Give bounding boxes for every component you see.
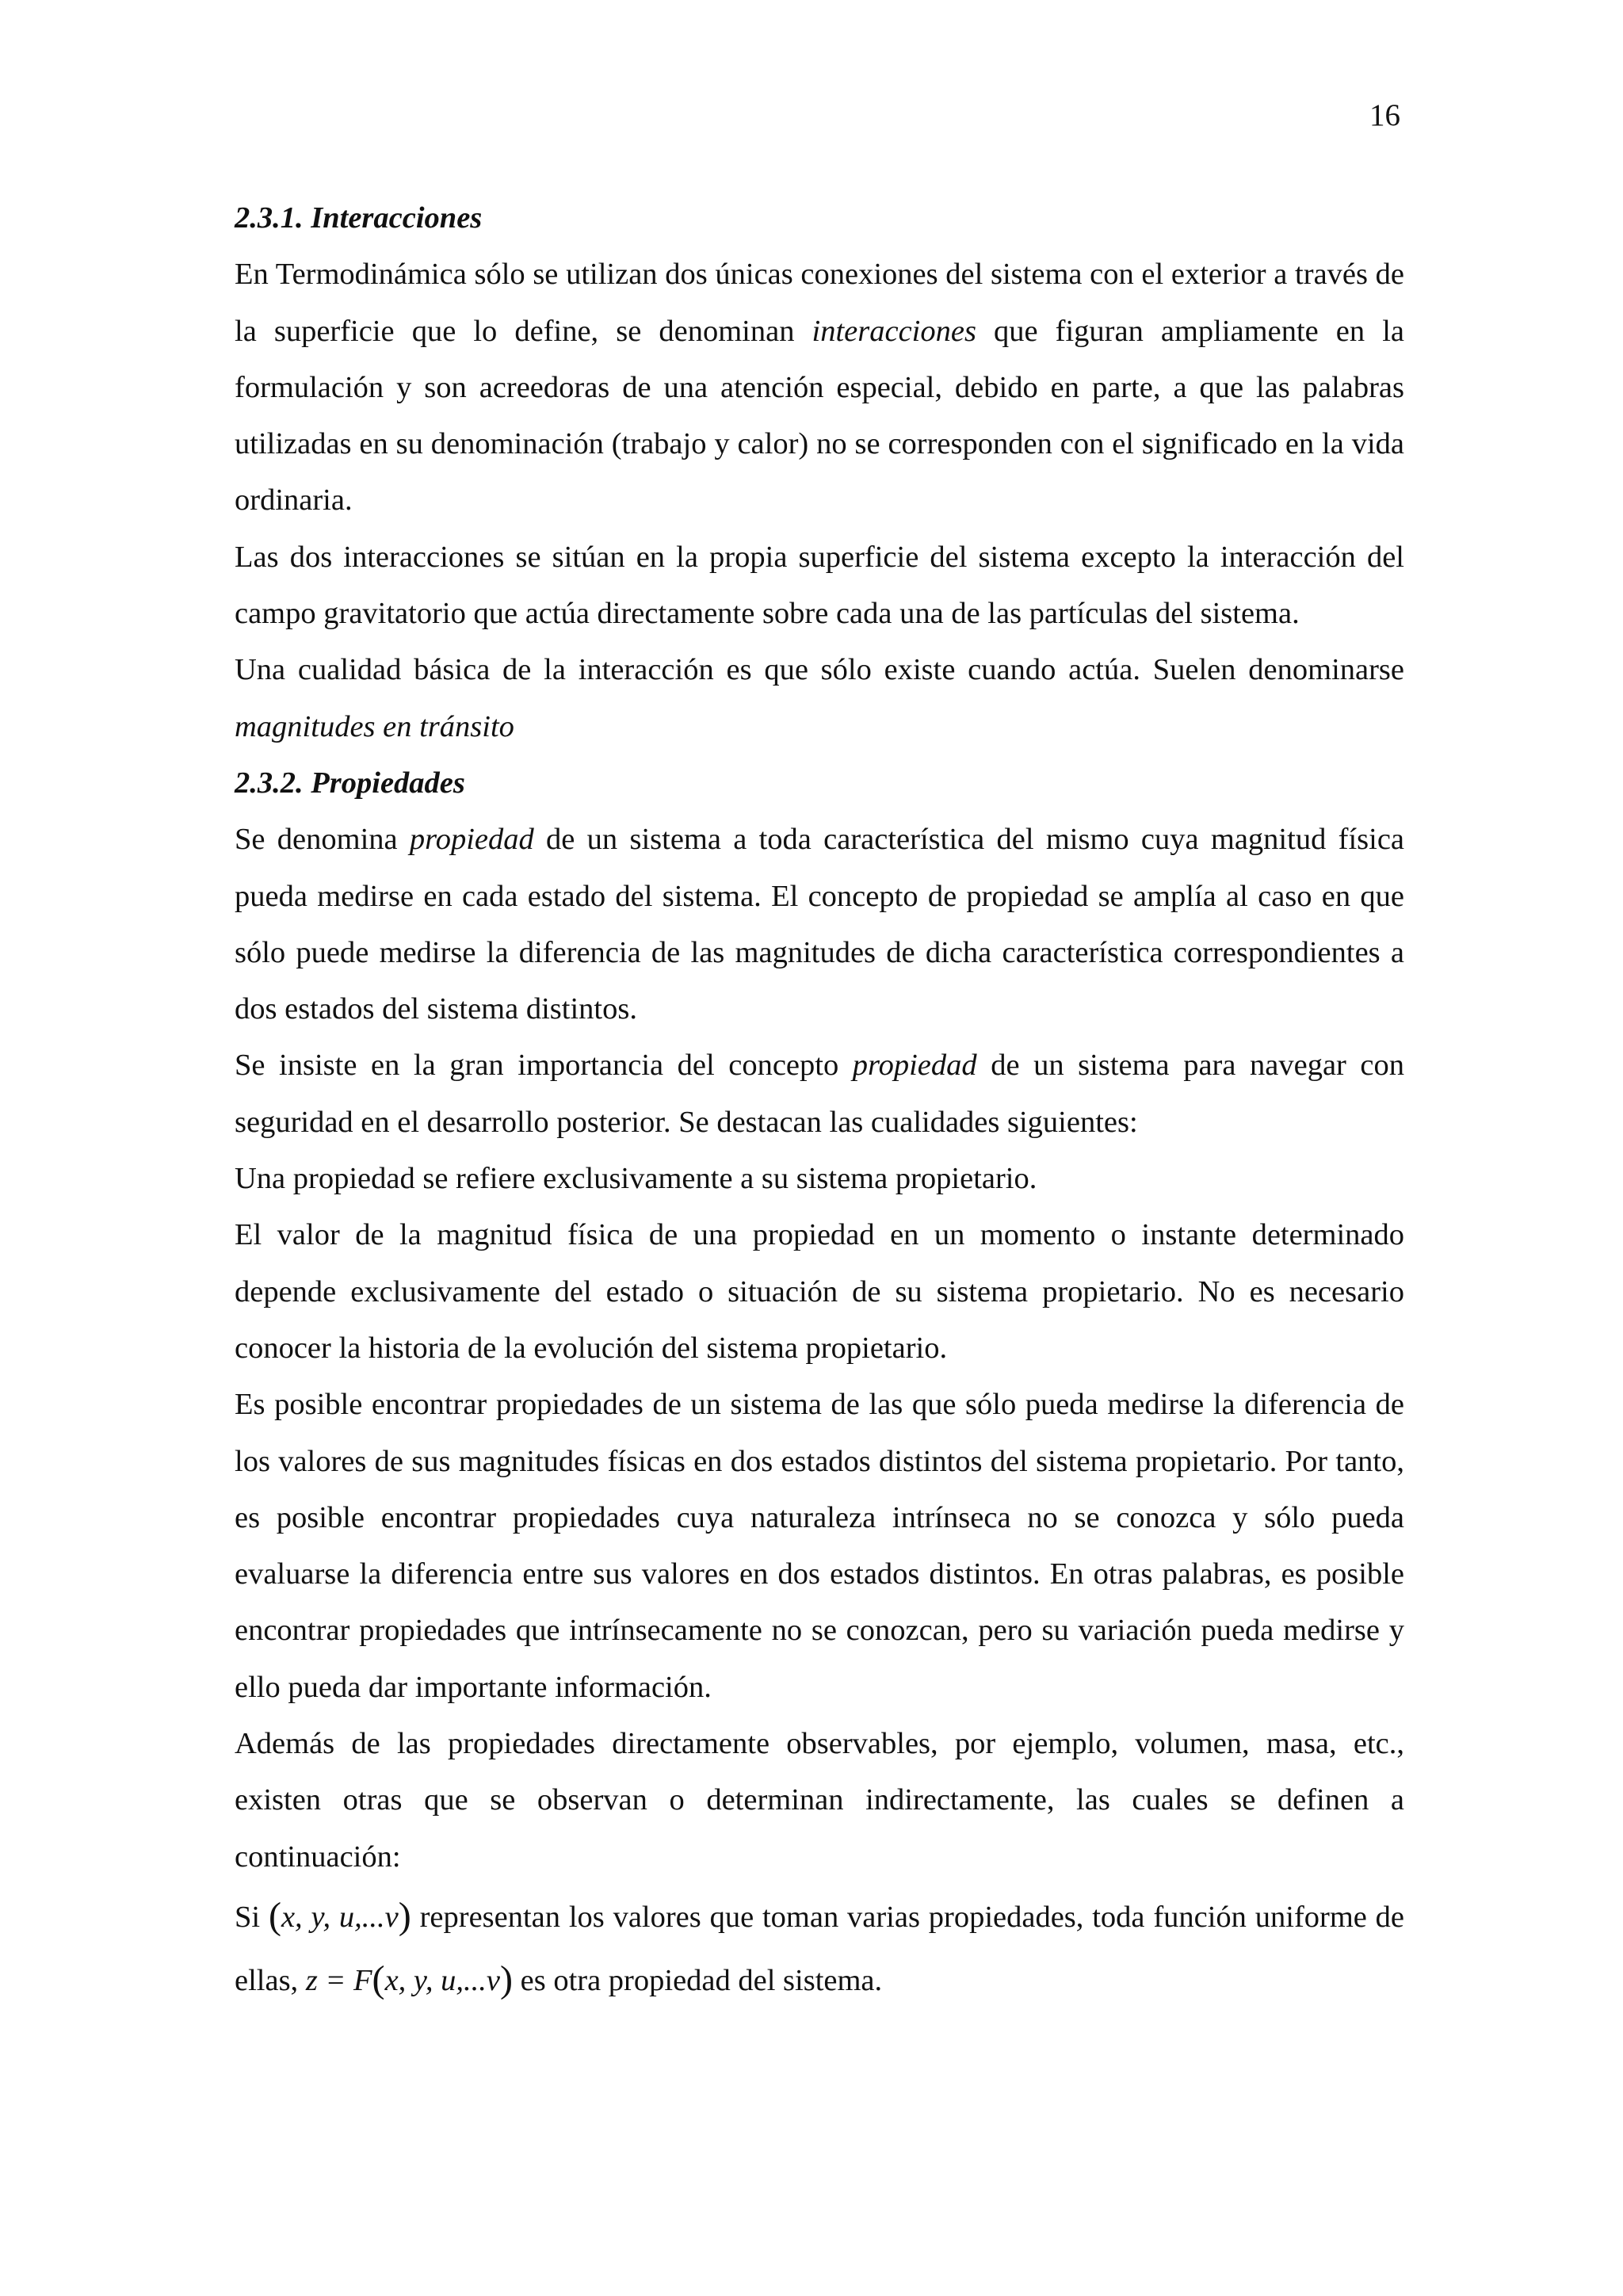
section-heading-interacciones: 2.3.1. Interacciones [235,201,483,235]
paragraph: Se denomina propiedad de un sistema a toda característica del mismo cuya magnitud física pueda medirse en cada estado del sistema. El concepto de propiedad se amplía al caso en que sólo puede medirse la diferencia de las magnitudes de dicha característica correspondientes a dos estados del sistema distintos. [235,823,1404,1026]
paragraph: Las dos interacciones se sitúan en la propia superficie del sistema excepto la interacción del campo gravitatorio que actúa directamente sobre cada una de las partículas del sistema. [235,540,1404,631]
emphasis: magnitudes en tránsito [235,709,514,743]
close-paren: ) [398,1894,411,1937]
emphasis: propiedad [852,1049,977,1083]
paragraph: Una propiedad se refiere exclusivamente a su sistema propietario. [235,1162,1037,1196]
section-heading-propiedades: 2.3.2. Propiedades [235,766,465,800]
paragraph: En Termodinámica sólo se utilizan dos únicas conexiones del sistema con el exterior a través de la superficie que lo define, se denominan interacciones que figuran ampliamente en la formulación y son acreedoras de una atención especial, debido en parte, a que las palabras utilizadas en su denominación (trabajo y calor) no se corresponden con el significado en la vida ordinaria. [235,258,1404,518]
math-variables: x, y, u,...v [281,1900,399,1934]
math-function: z = F [305,1963,372,1997]
paragraph: Es posible encontrar propiedades de un sistema de las que sólo pueda medirse la diferencia de los valores de sus magnitudes físicas en dos estados distintos del sistema propietario. Por tanto, es posible encontrar propiedades cuya naturaleza intrínseca no se conozca y sólo pueda evaluarse la diferencia entre sus valores en dos estados distintos. En otras palabras, es posible encontrar propiedades que intrínsecamente no se conozcan, pero su variación pueda medirse y ello pueda dar importante información. [235,1388,1404,1704]
open-paren: ( [268,1894,281,1937]
paragraph: Una cualidad básica de la interacción es que sólo existe cuando actúa. Suelen denominarse magnitudes en tránsito [235,653,1404,743]
page-number: 16 [1369,98,1400,132]
emphasis: propiedad [409,823,534,857]
document-body [235,190,1404,2012]
close-paren: ) [499,1958,513,2000]
paragraph: Se insiste en la gran importancia del concepto propiedad de un sistema para navegar con seguridad en el desarrollo posterior. Se destacan las cualidades siguientes: [235,1049,1404,1139]
paragraph-formula: Si (x, y, u,...v) representan los valores que toman varias propiedades, toda función uniforme de ellas, z = F(x, y, u,...v) es otra propiedad del sistema. [235,1894,1405,2000]
paragraph: El valor de la magnitud física de una propiedad en un momento o instante determinado depende exclusivamente del estado o situación de su sistema propietario. No es necesario conocer la historia de la evolución del sistema propietario. [235,1218,1404,1365]
math-variables: x, y, u,...v [384,1963,500,1997]
emphasis: interacciones [812,314,976,348]
open-paren: ( [372,1958,385,2000]
paragraph: Además de las propiedades directamente observables, por ejemplo, volumen, masa, etc., existen otras que se observan o determinan indirectamente, las cuales se definen a continuación: [235,1727,1404,1874]
